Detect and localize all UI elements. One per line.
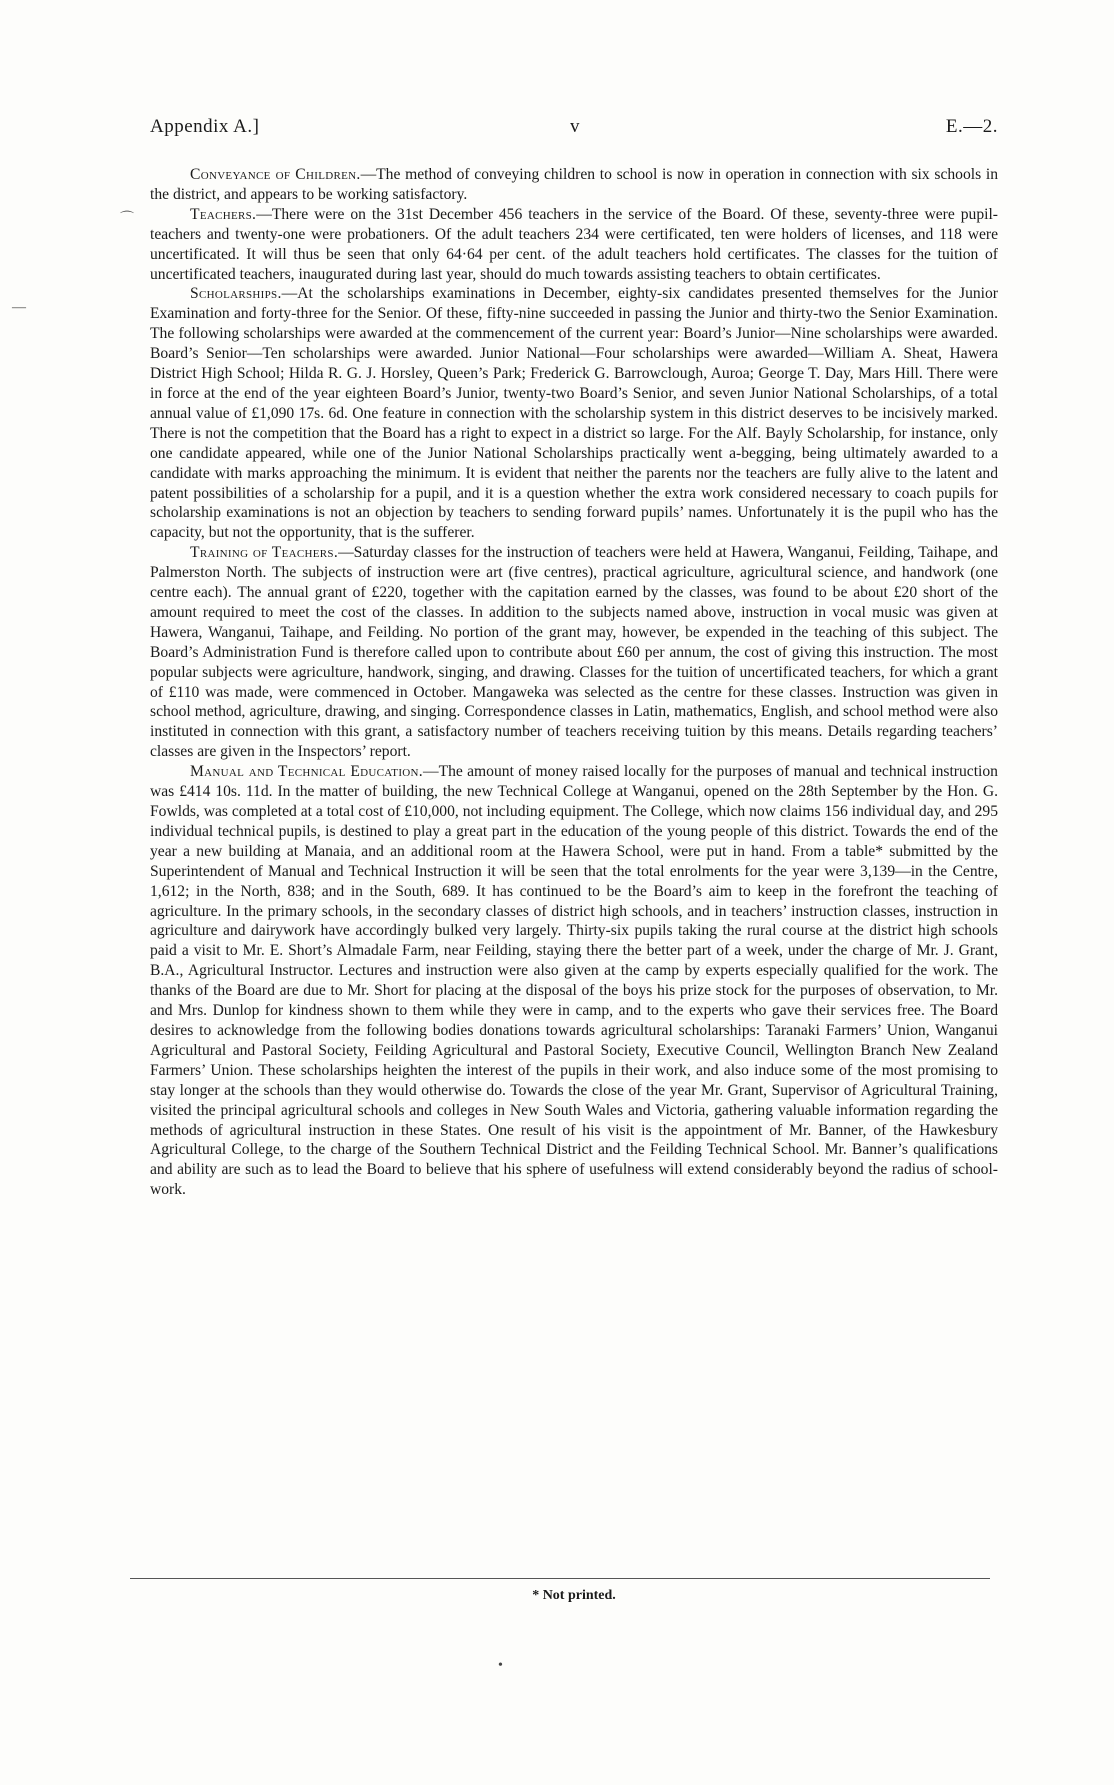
footnote-divider [130,1578,990,1579]
page-number: v [570,116,580,137]
paragraph-heading: Training of Teachers. [190,544,339,562]
body-text [150,165,998,1200]
paragraph-heading: Manual and Technical Education. [190,763,423,781]
paragraph-text: —The method of conveying children to school is now in operation in connection with six schools in the district, and appears to be working satisfactory. [150,166,998,203]
margin-mark: ⌒ [120,212,134,227]
footnote: * Not printed. [532,1588,616,1603]
paragraph-training [150,543,998,762]
appendix-label: Appendix A.] [150,116,260,137]
paragraph-teachers [150,205,998,285]
stray-dot: • [498,1658,503,1673]
paragraph-text: —Saturday classes for the instruction of teachers were held at Hawera, Wanganui, Feilding, Taihape, and Palmerston North. The subjects of instruction were art (five centres), practical agriculture, agricultural science, and handwork (one centre each). The annual grant of £220, together with the capitation earned by the classes, was found to be about £20 short of the amount required to meet the cost of the classes. In addition to the subjects named above, instruction in vocal music was given at Hawera, Wanganui, Taihape, and Feilding. No portion of the grant may, however, be expended in the teaching of this subject. The Board’s Administration Fund is therefore called upon to contribute about £60 per annum, the cost of giving this instruction. The most popular subjects were agriculture, handwork, singing, and drawing. Classes for the tuition of uncertificated teachers, for which a grant of £110 was made, were commenced in October. Mangaweka was selected as the centre for these classes. Instruction was given in school method, agriculture, drawing, and singing. Correspondence classes in Latin, mathematics, English, and school method were also instituted in connection with this grant, a satisfactory number of teachers receiving tuition by this means. Details regarding teachers’ classes are given in the Inspectors’ report. [150,544,999,761]
paragraph-heading: Teachers. [190,205,257,223]
paragraph-heading: Scholarships. [190,285,282,303]
paragraph-manual-technical [150,762,998,1200]
margin-mark: — [12,300,26,315]
paragraph-scholarships [150,284,998,543]
paragraph-text: —The amount of money raised locally for the purposes of manual and technical instruction was £414 10s. 11d. In the matter of building, the new Technical College at Wanganui, opened on the 28th September by the Hon. G. Fowlds, was completed at a total cost of £10,000, not including equipment. The College, which now claims 156 individual day, and 295 individual technical pupils, is destined to play a great part in the education of the young people of this district. Towards the end of the year a new building at Manaia, and an additional room at the Hawera School, were put in hand. From a table* submitted by the Superintendent of Manual and Technical Instruction it will be seen that the total enrolments for the year were 3,139—in the Centre, 1,612; in the North, 838; and in the South, 689. It has continued to be the Board’s aim to keep in the forefront the teaching of agriculture. In the primary schools, in the secondary classes of district high schools, and in teachers’ instruction classes, instruction in agriculture and dairywork have accordingly bulked very largely. Thirty-six pupils taking the rural course at the district high schools paid a visit to Mr. E. Short’s Almadale Farm, near Feilding, staying there the better part of a week, under the charge of Mr. J. Grant, B.A., Agricultural Instructor. Lectures and instruction were also given at the camp by experts especially qualified for the work. The thanks of the Board are due to Mr. Short for placing at the disposal of the boys his prize stock for the purposes of observation, to Mr. and Mrs. Dunlop for kindness shown to them while they were in camp, and to the experts who gave their services free. The Board desires to acknowledge from the following bodies donations towards agricultural scholarships: Taranaki Farmers’ Union, Wanganui Agricultural and Pastoral Society, Feilding Agricultural and Pastoral Society, Executive Council, Wellington Branch New Zealand Farmers’ Union. These scholarships heighten the interest of the pupils in their work, and also induce some of the most promising to stay longer at the schools than they would otherwise do. Towards the close of the year Mr. Grant, Supervisor of Agricultural Training, visited the principal agricultural schools and colleges in New South Wales and Victoria, gathering valuable information regarding the methods of agricultural instruction in these States. One result of his visit is the appointment of Mr. Banner, of the Hawkesbury Agricultural College, to the charge of the Southern Technical District and the Feilding Technical School. Mr. Banner’s qualifications and ability are such as to lead the Board to believe that his sphere of usefulness will extend considerably beyond the radius of school-work. [150,763,998,1199]
document-reference: E.—2. [945,116,998,137]
paragraph-text: —There were on the 31st December 456 teachers in the service of the Board. Of these, seventy-three were pupil-teachers and twenty-one were probationers. Of the adult teachers 234 were certificated, ten were holders of licenses, and 118 were uncertificated. It will thus be seen that only 64·64 per cent. of the adult teachers hold certificates. The classes for the tuition of uncertificated teachers, inaugurated during last year, should do much towards assisting teachers to obtain certificates. [150,205,998,283]
paragraph-conveyance [150,165,998,205]
page-header [150,116,998,146]
paragraph-text: —At the scholarships examinations in December, eighty-six candidates presented themselves for the Junior Examination and forty-three for the Senior. Of these, fifty-nine succeeded in passing the Junior and thirty-two the Senior Examination. The following scholarships were awarded at the commencement of the current year: Board’s Junior—Nine scholarships were awarded. Board’s Senior—Ten scholarships were awarded. Junior National—Four scholarships were awarded—William A. Sheat, Hawera District High School; Hilda R. G. J. Horsley, Queen’s Park; Frederick G. Barrowclough, Auroa; George T. Day, Mars Hill. There were in force at the end of the year eighteen Board’s Junior, twenty-two Board’s Senior, and seven Junior National Scholarships, of a total annual value of £1,090 17s. 6d. One feature in connection with the scholarship system in this district deserves to be incisively marked. There is not the competition that the Board has a right to expect in a district so large. For the Alf. Bayly Scholarship, for instance, only one candidate appeared, while one of the Junior National Scholarships practically went a-begging, being ultimately awarded to a candidate with marks approaching the minimum. It is evident that neither the parents nor the teachers are fully alive to the latent and patent possibilities of a scholarship for a pupil, and it is a question whether the extra work considered necessary to coach pupils for scholarship examinations is not an objection by teachers to sending forward pupils’ names. Unfortunately it is the pupil who has the capacity, but not the opportunity, that is the sufferer. [150,285,998,542]
paragraph-heading: Conveyance of Children. [190,166,361,183]
